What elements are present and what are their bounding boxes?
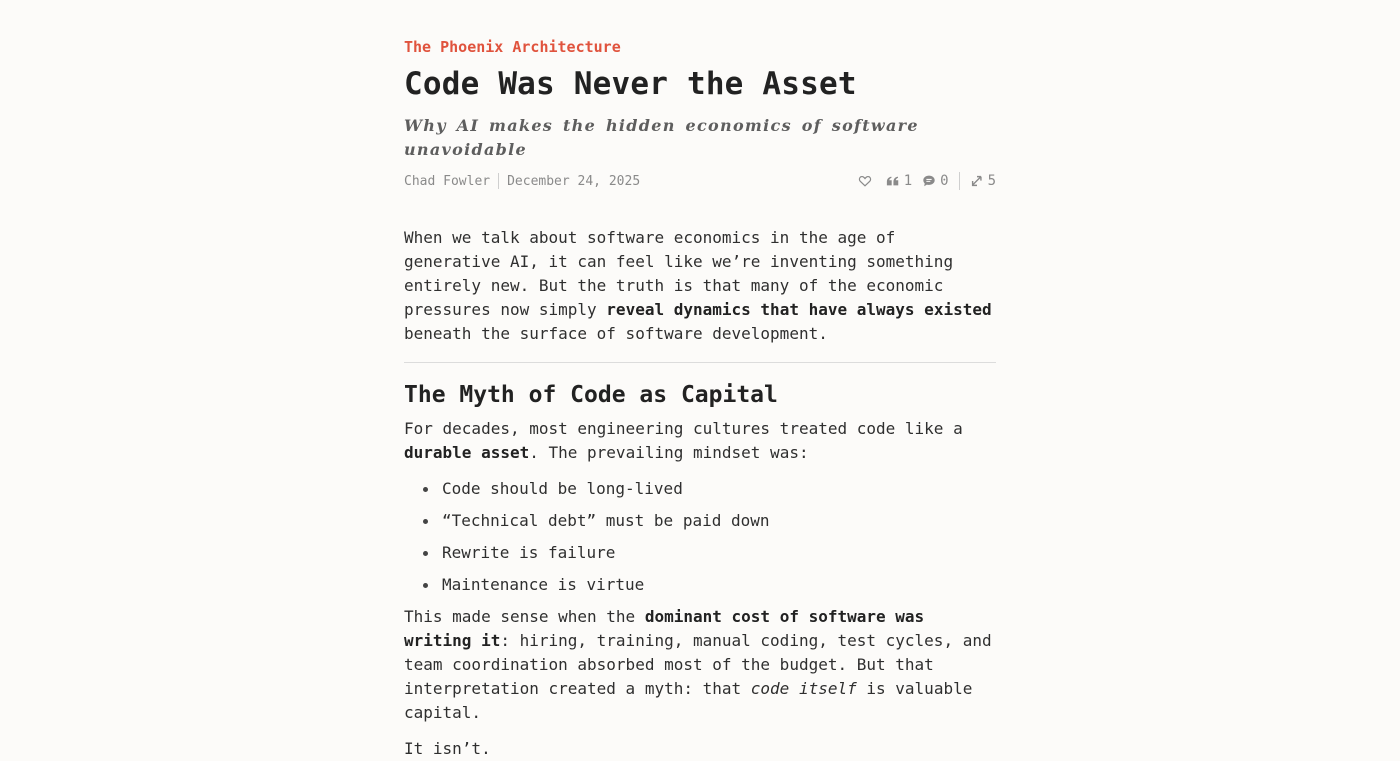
post-title: Code Was Never the Asset bbox=[404, 66, 857, 102]
list-item: “Technical debt” must be paid down bbox=[442, 509, 996, 533]
byline-divider bbox=[498, 173, 499, 189]
comment-icon bbox=[922, 174, 936, 188]
p2-text-3: is valuable capital. bbox=[404, 679, 973, 722]
byline bbox=[404, 173, 640, 189]
actions-divider bbox=[959, 172, 960, 190]
p2-bold: dominant cost of software was writing it bbox=[404, 607, 925, 650]
share-count: 5 bbox=[987, 173, 996, 189]
share-button[interactable] bbox=[970, 173, 996, 189]
heart-icon bbox=[858, 174, 872, 188]
intro-text-1: When we talk about software economics in the age of generative AI, it can feel like we’re inventing something entirely new. But the truth is that many of the economic pressures now simply bbox=[404, 228, 954, 319]
post-subtitle: Why AI makes the hidden economics of software unavoidable bbox=[404, 116, 919, 159]
article bbox=[404, 36, 996, 761]
p1-bold: durable asset bbox=[404, 443, 530, 462]
list-item: Maintenance is virtue bbox=[442, 573, 996, 597]
p2-italic: code itself bbox=[750, 679, 857, 698]
section-paragraph-3: It isn’t. bbox=[404, 739, 491, 758]
p2-text-2: : hiring, training, manual coding, test cycles, and team coordination absorbed most of the budget. But that interpretation created a myth: that bbox=[404, 631, 992, 698]
intro-text-2: beneath the surface of software development. bbox=[404, 324, 828, 343]
publication-link[interactable]: The Phoenix Architecture bbox=[404, 38, 621, 56]
post-date: December 24, 2025 bbox=[507, 173, 641, 189]
p1-text-2: . The prevailing mindset was: bbox=[529, 443, 809, 462]
section-heading: The Myth of Code as Capital bbox=[404, 382, 778, 408]
list-item: Code should be long-lived bbox=[442, 477, 996, 501]
share-icon bbox=[970, 174, 984, 188]
section-divider bbox=[404, 362, 996, 363]
intro-paragraph bbox=[404, 226, 996, 346]
author-link[interactable]: Chad Fowler bbox=[404, 173, 491, 189]
like-button[interactable] bbox=[858, 174, 876, 188]
restack-count: 1 bbox=[903, 173, 913, 189]
section-paragraph-1 bbox=[404, 417, 996, 465]
p2-text-1: This made sense when the bbox=[404, 607, 645, 626]
list-item: Rewrite is failure bbox=[442, 541, 996, 565]
section-paragraph-2 bbox=[404, 605, 996, 725]
quote-icon bbox=[886, 174, 900, 188]
p1-text-1: For decades, most engineering cultures treated code like a bbox=[404, 419, 963, 438]
mindset-list bbox=[404, 477, 996, 597]
post-body bbox=[404, 226, 996, 761]
intro-bold: reveal dynamics that have always existed bbox=[606, 300, 992, 319]
comment-count: 0 bbox=[940, 173, 949, 189]
restack-button[interactable] bbox=[886, 173, 912, 189]
comment-button[interactable] bbox=[922, 173, 948, 189]
post-actions bbox=[848, 172, 996, 190]
post-meta bbox=[404, 170, 996, 192]
